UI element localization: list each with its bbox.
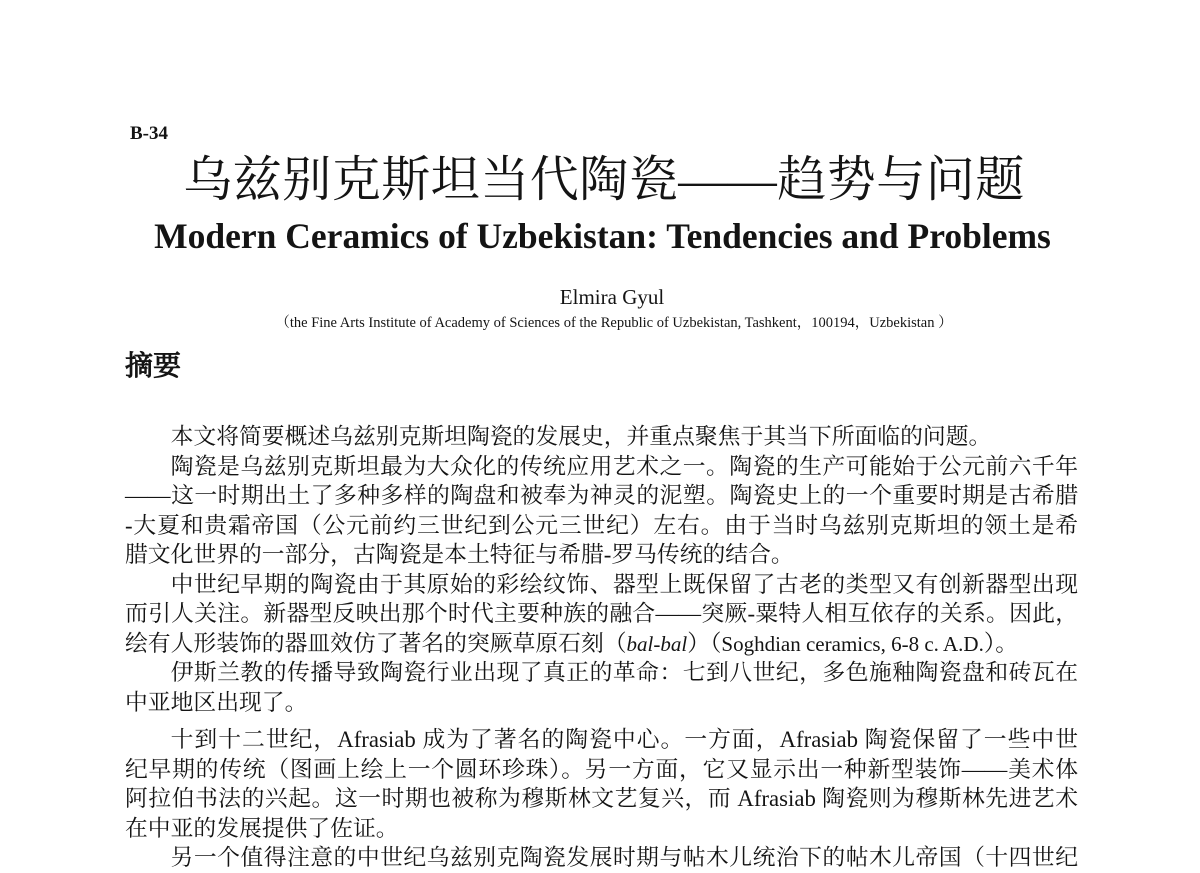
abstract-body <box>125 422 1078 873</box>
chinese-title: 乌兹别克斯坦当代陶瓷——趋势与问题 <box>183 152 1025 207</box>
abstract-line: 中世纪早期的陶瓷由于其原始的彩绘纹饰、器型上既保留了古老的类型又有创新器型出现 <box>170 571 1078 597</box>
citation: Soghdian ceramics, 6-8 c. A.D. <box>721 631 984 656</box>
punctuation: ）。 <box>983 630 1019 656</box>
abstract-line: 伊斯兰教的传播导致陶瓷行业出现了真正的革命：七到八世纪，多色施釉陶瓷盘和砖瓦在 <box>170 660 1078 685</box>
abstract-line <box>125 629 1078 659</box>
english-title: Modern Ceramics of Uzbekistan: Tendencies and Problems <box>154 216 1051 256</box>
abstract-line: 阿拉伯书法的兴起。这一时期也被称为穆斯林文艺复兴，而 Afrasiab 陶瓷则为穆斯林先进艺术 <box>125 786 1078 811</box>
abstract-line: 另一个值得注意的中世纪乌兹别克陶瓷发展时期与帖木儿统治下的帖木儿帝国（十四世纪 <box>170 845 1078 870</box>
abstract-line: 中亚地区出现了。 <box>125 689 308 715</box>
abstract-line: ——这一时期出土了多种多样的陶盘和被奉为神灵的泥塑。陶瓷史上的一个重要时期是古希腊 <box>125 483 1078 508</box>
abstract-line: 陶瓷是乌兹别克斯坦最为大众化的传统应用艺术之一。陶瓷的生产可能始于公元前六千年 <box>170 453 1078 479</box>
abstract-heading: 摘要 <box>125 351 182 382</box>
abstract-line: 纪早期的传统（图画上绘上一个圆环珍珠）。另一方面，它又显示出一种新型装饰——美术体 <box>125 756 1078 782</box>
author-name: Elmira Gyul <box>559 285 665 309</box>
document-code: B-34 <box>130 123 168 144</box>
punctuation: ）（ <box>687 630 722 656</box>
abstract-line-text: 绘有人形装饰的器皿效仿了著名的突厥草原石刻（ <box>125 630 627 656</box>
italic-term: bal-bal <box>626 631 688 656</box>
abstract-line: 腊文化世界的一部分，古陶瓷是本土特征与希腊-罗马传统的结合。 <box>125 542 794 567</box>
abstract-line: 在中亚的发展提供了佐证。 <box>125 815 399 841</box>
author-affiliation: （the Fine Arts Institute of Academy of Sciences of the Republic of Uzbekistan, Tashkent，100194，Uzbekistan ） <box>275 315 953 331</box>
abstract-line: 而引人关注。新器型反映出那个时代主要种族的融合——突厥-粟特人相互依存的关系。因此， <box>125 601 1078 626</box>
abstract-line: -大夏和贵霜帝国（公元前约三世纪到公元三世纪）左右。由于当时乌兹别克斯坦的领土是希 <box>125 512 1078 538</box>
abstract-line: 十到十二世纪，Afrasiab 成为了著名的陶瓷中心。一方面，Afrasiab 陶瓷保留了一些中世 <box>170 727 1078 752</box>
abstract-line: 本文将简要概述乌兹别克斯坦陶瓷的发展史，并重点聚焦于其当下所面临的问题。 <box>170 424 992 449</box>
